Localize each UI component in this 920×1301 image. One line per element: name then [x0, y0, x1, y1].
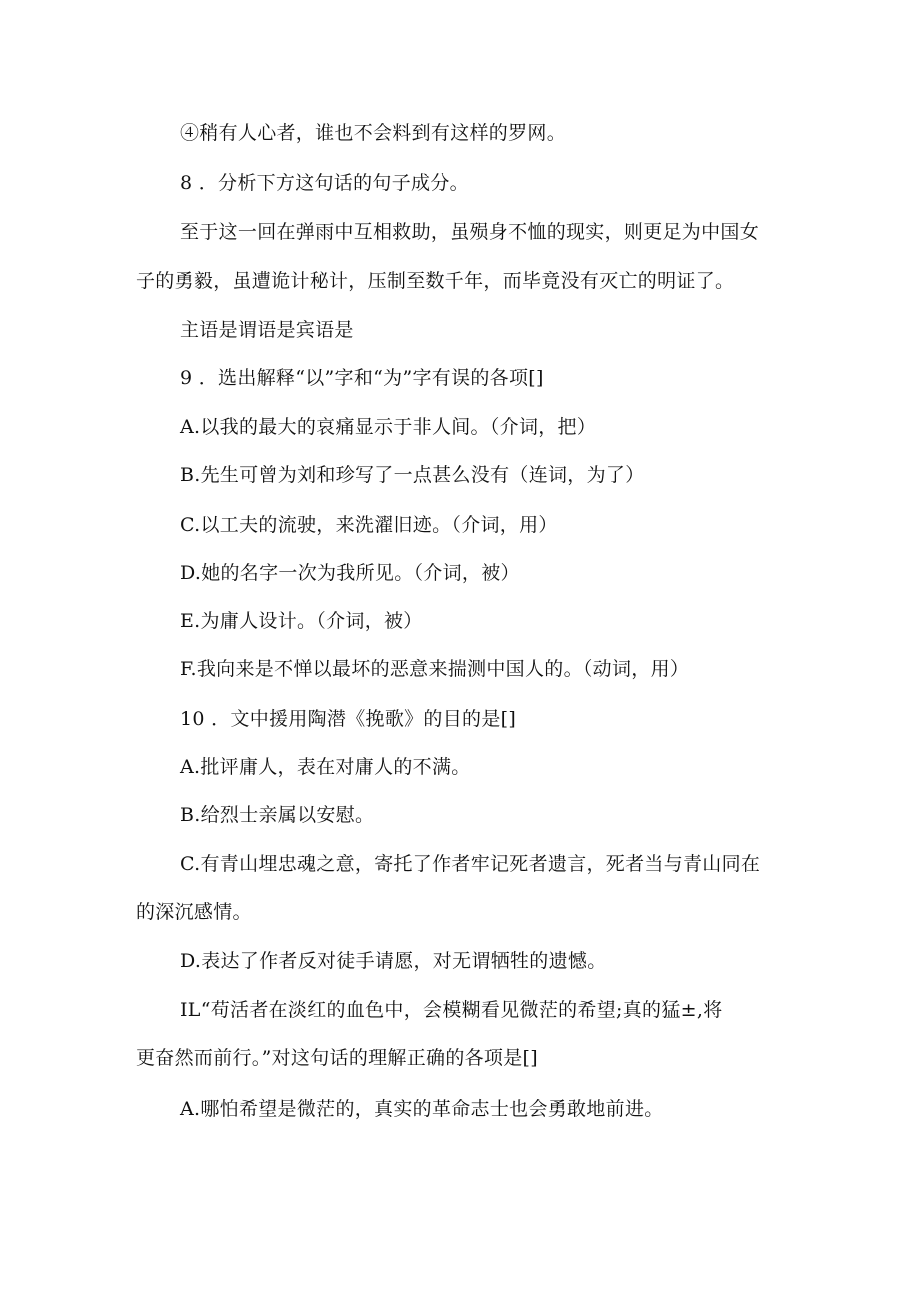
- question-11-option-a: A.哪怕希望是微茫的，真实的革命志士也会勇敢地前进。: [180, 1098, 664, 1120]
- question-9-heading: 9 ．选出解释“以”字和“为”字有误的各项[]: [180, 367, 544, 389]
- answer-blank-line: 主语是谓语是宾语是: [180, 319, 354, 341]
- question-10-heading: 10 ．文中援用陶潜《挽歌》的目的是[]: [180, 708, 517, 730]
- question-9-option-a: A.以我的最大的哀痛显示于非人间。（介词，把）: [180, 416, 597, 438]
- question-9-option-d: D.她的名字一次为我所见。（介词，被）: [180, 562, 520, 584]
- question-9-option-e: E.为庸人设计。（介词，被）: [180, 610, 423, 632]
- question-10-option-c-line-2: 的深沉感情。: [136, 901, 252, 923]
- question-10-option-b: B.给烈士亲属以安慰。: [180, 804, 375, 826]
- question-11-heading-line-1: IL“苟活者在淡红的血色中，会模糊看见微茫的希望;真的猛±,将: [180, 999, 723, 1021]
- question-10-option-d: D.表达了作者反对徒手请愿，对无谓牺牲的遗憾。: [180, 950, 607, 972]
- question-10-option-c-line-1: C.有青山埋忠魂之意，寄托了作者牢记死者遗言，死者当与青山同在: [180, 853, 761, 875]
- question-8-heading: 8 ．分析下方这句话的句子成分。: [180, 172, 469, 194]
- question-9-option-f: F.我向来是不惮以最坏的恶意来揣测中国人的。（动词，用）: [180, 658, 690, 680]
- question-9-option-b: B.先生可曾为刘和珍写了一点甚么没有（连词，为了）: [180, 464, 645, 486]
- question-9-option-c: C.以工夫的流驶，来洗濯旧迹。（介词，用）: [180, 514, 558, 536]
- passage-line-2: 子的勇毅，虽遭诡计秘计，压制至数千年，而毕竟没有灭亡的明证了。: [136, 270, 735, 292]
- question-10-option-a: A.批评庸人，表在对庸人的不满。: [180, 756, 471, 778]
- option-4-line: ④稍有人心者，谁也不会料到有这样的罗网。: [180, 122, 567, 144]
- question-11-heading-line-2: 更奋然而前行。”对这句话的理解正确的各项是[]: [136, 1047, 538, 1069]
- passage-line-1: 至于这一回在弹雨中互相救助，虽殒身不恤的现实，则更足为中国女: [180, 221, 760, 243]
